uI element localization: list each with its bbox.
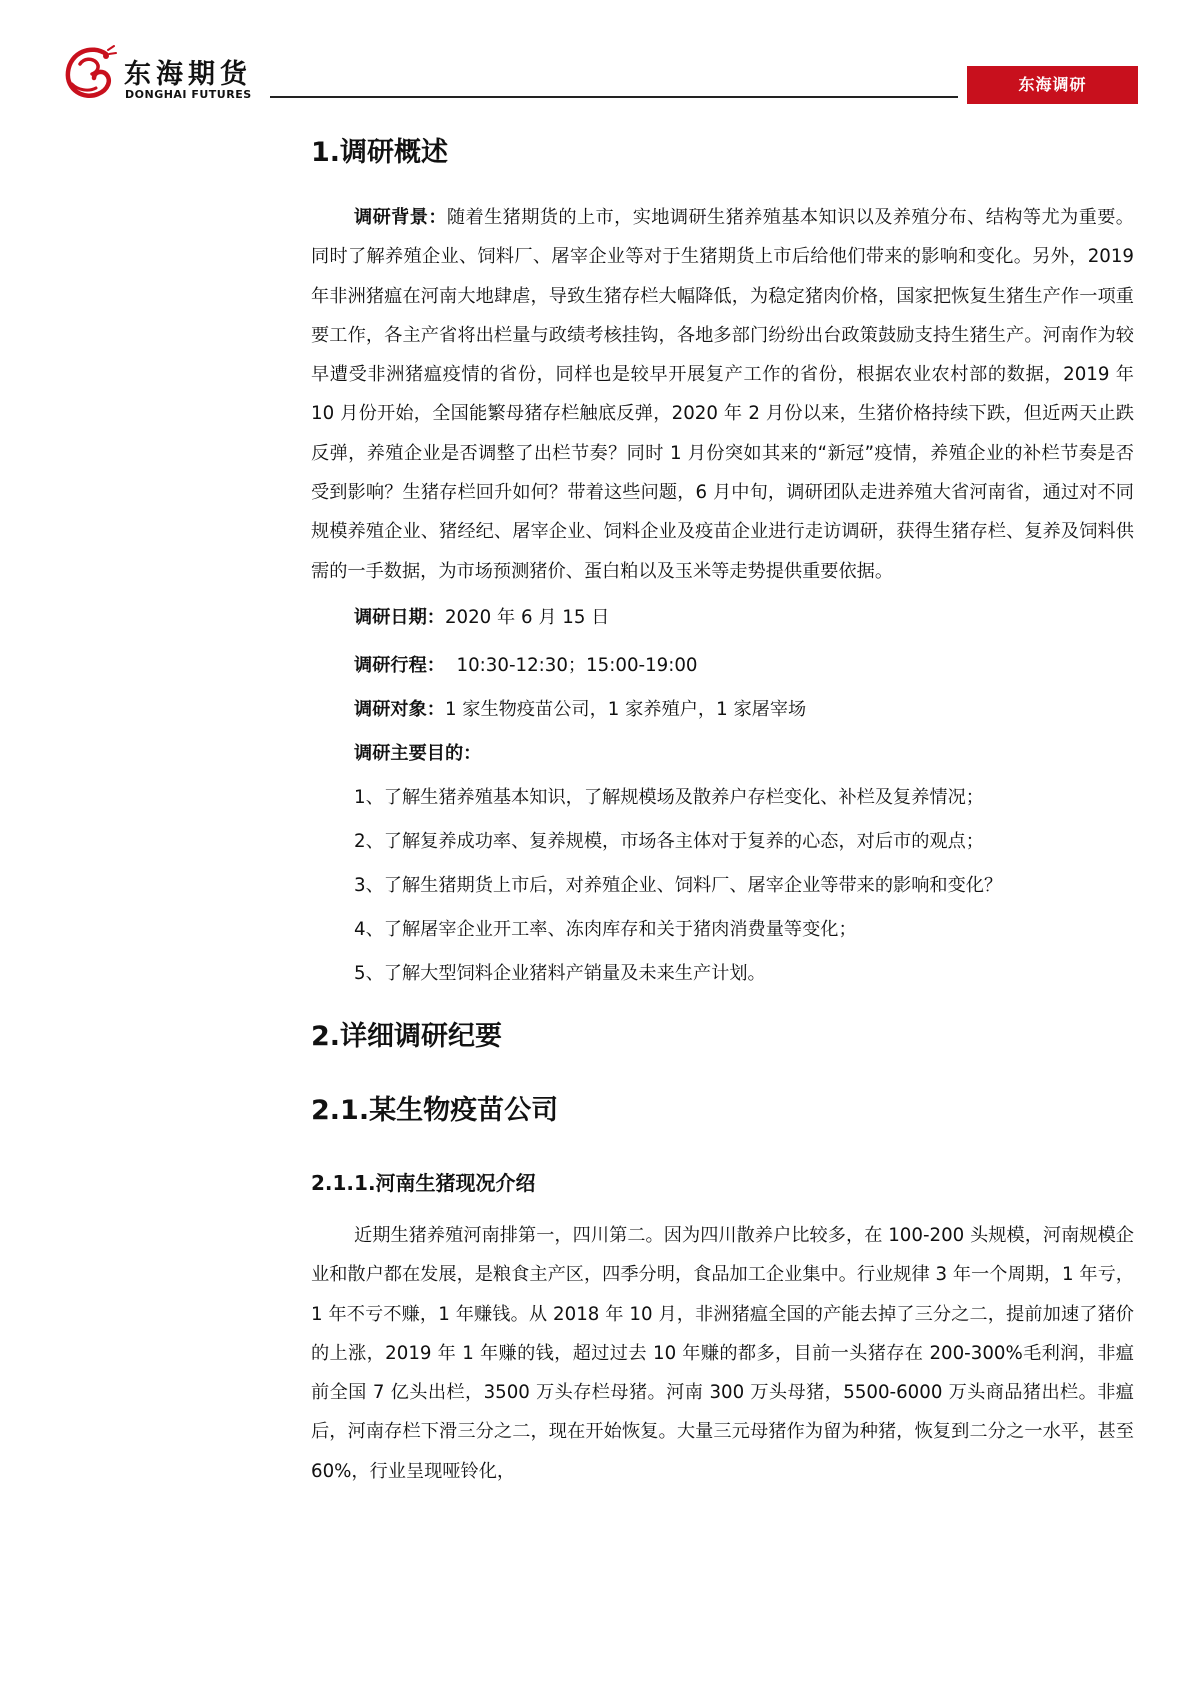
report-type-tag: 东海调研 (967, 66, 1138, 104)
background-paragraph (311, 198, 1134, 591)
brand-name-en: DONGHAI FUTURES (125, 88, 252, 101)
survey-date (311, 604, 1134, 632)
survey-targets-value: 1 家生物疫苗公司，1 家养殖户，1 家屠宰场 (444, 698, 807, 720)
section-1-heading: 1.调研概述 (311, 137, 449, 168)
survey-itinerary-value: 10:30-12:30；15:00-19:00 (456, 654, 698, 676)
goal-item: 3、了解生猪期货上市后，对养殖企业、饲料厂、屠宰企业等带来的影响和变化？ (354, 874, 1003, 896)
survey-date-label: 调研日期： (354, 606, 445, 628)
document-body (311, 130, 1134, 1491)
survey-targets (311, 696, 1134, 724)
goal-item: 4、了解屠宰企业开工率、冻肉库存和关于猪肉消费量等变化； (354, 918, 857, 940)
section-2-1-1-heading: 2.1.1.河南生猪现况介绍 (311, 1170, 536, 1195)
header-divider (270, 96, 958, 98)
section-2-heading: 2.详细调研纪要 (311, 1020, 503, 1052)
goal-item: 5、了解大型饲料企业猪料产销量及未来生产计划。 (354, 962, 766, 984)
goal-item: 2、了解复养成功率、复养规模，市场各主体对于复养的心态，对后市的观点； (354, 830, 984, 852)
page-header (0, 0, 1190, 120)
brand-name-cn: 东海期货 (124, 59, 252, 90)
section-2-1-heading: 2.1.某生物疫苗公司 (311, 1094, 559, 1126)
survey-date-value: 2020 年 6 月 15 日 (444, 606, 610, 628)
section-2-1-1-paragraph: 近期生猪养殖河南排第一，四川第二。因为四川散养户比较多，在 100-200 头规模，河南规模企业和散户都在发展，是粮食主产区，四季分明，食品加工企业集中。行业规律 3 年一个周期，1 年亏，1 年不亏不赚，1 年赚钱。从 2018 年 10 月，非洲猪瘟全国的产能去掉了三分之二，提前加速了猪价的上涨，2019 年 1 年赚的钱，超过过去 10 年赚的都多，目前一头猪存在 200-300%毛利润，非瘟前全国 7 亿头出栏，3500 万头存栏母猪。河南 300 万头母猪，5500-6000 万头商品猪出栏。非瘟后，河南存栏下滑三分之二，现在开始恢复。大量三元母猪作为留为种猪，恢复到二分之一水平，甚至 60%，行业呈现哑铃化， (311, 1224, 1134, 1482)
goal-item: 1、了解生猪养殖基本知识，了解规模场及散养户存栏变化、补栏及复养情况； (354, 786, 984, 808)
background-label: 调研背景： (354, 207, 447, 228)
background-text: 随着生猪期货的上市，实地调研生猪养殖基本知识以及养殖分布、结构等尤为重要。同时了解养殖企业、饲料厂、屠宰企业等对于生猪期货上市后给他们带来的影响和变化。另外，2019年非洲猪瘟在河南大地肆虐，导致生猪存栏大幅降低，为稳定猪肉价格，国家把恢复生猪生产作一项重要工作，各主产省将出栏量与政绩考核挂钩，各地多部门纷纷出台政策鼓励支持生猪生产。河南作为较早遭受非洲猪瘟疫情的省份，同样也是较早开展复产工作的省份，根据农业农村部的数据，2019 年 10 月份开始，全国能繁母猪存栏触底反弹，2020 年 2 月份以来，生猪价格持续下跌，但近两天止跌反弹，养殖企业是否调整了出栏节奏？同时 1 月份突如其来的“新冠”疫情，养殖企业的补栏节奏是否受到影响？生猪存栏回升如何？带着这些问题，6 月中旬，调研团队走进养殖大省河南省，通过对不同规模养殖企业、猪经纪、屠宰企业、饲料企业及疫苗企业进行走访调研，获得生猪存栏、复养及饲料供需的一手数据，为市场预测猪价、蛋白粕以及玉米等走势提供重要依据。 (311, 207, 1134, 582)
dragon-logo-icon (62, 44, 117, 102)
survey-itinerary (311, 652, 1134, 680)
survey-targets-label: 调研对象： (354, 698, 445, 720)
survey-itinerary-label: 调研行程： (354, 654, 445, 676)
survey-goals-label: 调研主要目的： (354, 742, 482, 764)
